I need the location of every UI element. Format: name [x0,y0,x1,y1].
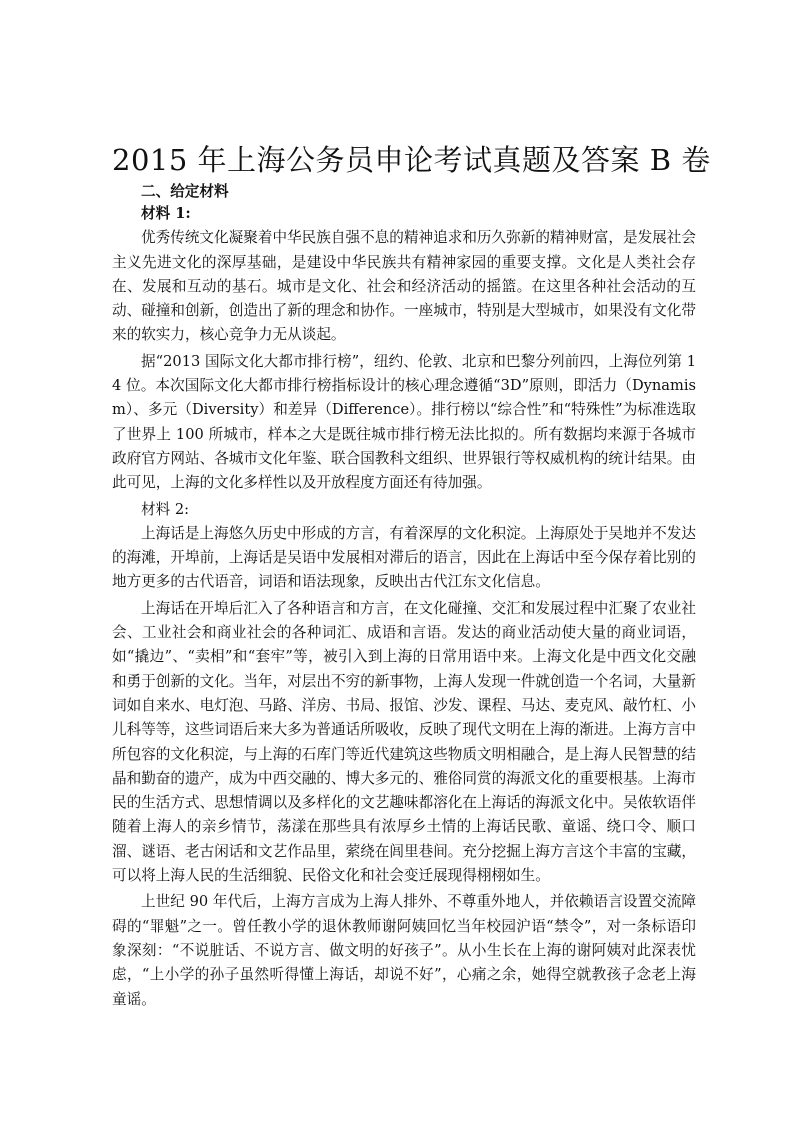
document-title: 2015 年上海公务员申论考试真题及答案 B 卷 [112,143,711,177]
document-page [112,138,711,1014]
material-1-paragraph-1: 优秀传统文化凝聚着中华民族自强不息的精神追求和历久弥新的精神财富，是发展社会主义先进文化的深厚基础，是建设中华民族共有精神家园的重要支撑。文化是人类社会存在、发展和互动的基石。城市是文化、社会和经济活动的摇篮。在这里各种社会活动的互动、碰撞和创新，创造出了新的理念和协作。一座城市，特别是大型城市，如果没有文化带来的软实力，核心竞争力无从谈起。 [112,229,696,344]
section-heading: 二、给定材料 [141,183,229,200]
material-1 [112,202,696,496]
material-2-paragraph-2: 上海话在开埠后汇入了各种语言和方言，在文化碰撞、交汇和发展过程中汇聚了农业社会、工业社会和商业社会的各种词汇、成语和言语。发达的商业活动使大量的商业词语，如“撬边”、“卖相”和“套牢”等，被引入到上海的日常用语中来。上海文化是中西文化交融和勇于创新的文化。当年，对层出不穷的新事物，上海人发现一件就创造一个名词，大量新词如自来水、电灯泡、马路、洋房、书局、报馆、沙发、课程、马达、麦克风、敲竹杠、小儿科等等，这些词语后来大多为普通话所吸收，反映了现代文明在上海的渐进。上海方言中所包容的文化积淀，与上海的石库门等近代建筑这些物质文明相融合，是上海人民智慧的结晶和勤奋的遗产，成为中西交融的、博大多元的、雅俗同赏的海派文化的重要根基。上海市民的生活方式、思想情调以及多样化的文艺趣味都溶化在上海话的海派文化中。吴侬软语伴随着上海人的亲乡情节，荡漾在那些具有浓厚乡土情的上海话民歌、童谣、绕口令、顺口溜、谜语、老古闲话和文艺作品里，萦绕在闾里巷间。充分挖掘上海方言这个丰富的宝藏，可以将上海人民的生活细貌、民俗文化和社会变迁展现得栩栩如生。 [112,599,696,885]
material-1-paragraph-2: 据“2013 国际文化大都市排行榜”，纽约、伦敦、北京和巴黎分列前四，上海位列第 14 位。本次国际文化大都市排行榜指标设计的核心理念遵循“3D”原则，即活力（Dynamism）、多元（Diversity）和差异（Difference）。排行榜以“综合性”和“特殊性”为标准选取了世界上 100 所城市，样本之大是既往城市排行榜无法比拟的。所有数据均来源于各城市政府官方网站、各城市文化年鉴、联合国教科文组织、世界银行等权威机构的统计结果。由此可见，上海的文化多样性以及开放程度方面还有待加强。 [112,352,696,492]
material-2-paragraph-1: 上海话是上海悠久历史中形成的方言，有着深厚的文化积淀。上海原处于吴地并不发达的海滩，开埠前，上海话是吴语中发展相对滞后的语言，因此在上海话中至今保存着比别的地方更多的古代语音，词语和语法现象，反映出古代江东文化信息。 [112,524,696,591]
material-2-heading: 材料 2: [141,500,190,518]
material-2 [112,498,696,1012]
material-1-heading: 材料 1: [141,205,191,222]
material-2-paragraph-3: 上世纪 90 年代后，上海方言成为上海人排外、不尊重外地人，并依赖语言设置交流障碍的“罪魁”之一。曾任教小学的退休教师谢阿姨回忆当年校园沪语“禁令”，对一条标语印象深刻：“不说脏话、不说方言、做文明的好孩子”。从小生长在上海的谢阿姨对此深表忧虑，“上小学的孙子虽然听得懂上海话，却说不好”，心痛之余，她得空就教孩子念老上海童谣。 [112,893,696,1008]
